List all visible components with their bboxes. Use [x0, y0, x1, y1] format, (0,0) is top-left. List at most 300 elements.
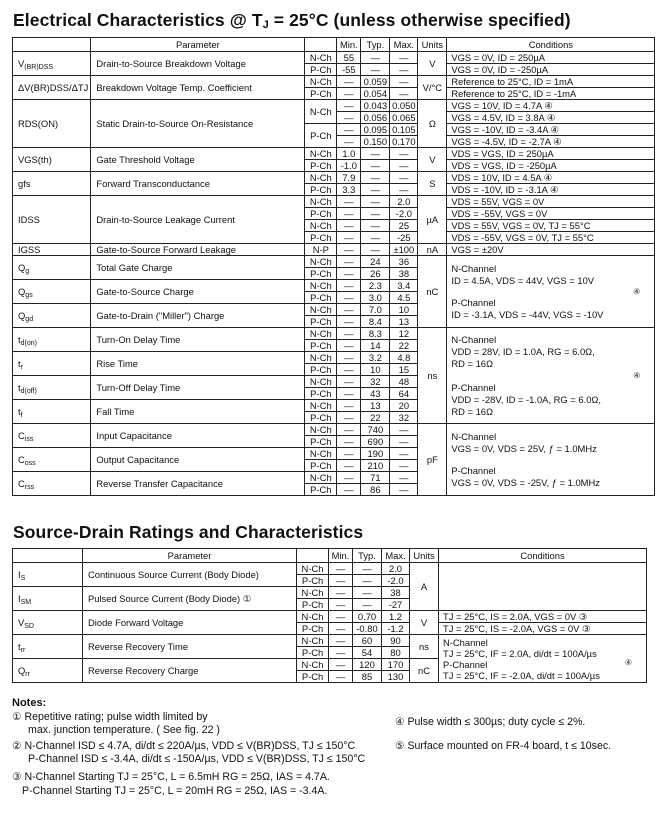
- min-value: —: [337, 136, 361, 148]
- channel: P-Ch: [305, 232, 337, 244]
- typ-value: 0.059: [361, 76, 390, 88]
- table-row: [13, 172, 655, 184]
- condition: VGS = -4.5V, ID = -2.7A ④: [447, 136, 655, 148]
- typ-value: 0.054: [361, 88, 390, 100]
- header-max: Max.: [390, 38, 418, 52]
- max-value: 22: [390, 340, 418, 352]
- condition: VDS = 55V, VGS = 0V: [447, 196, 655, 208]
- note-3: ③ N-Channel Starting TJ = 25°C, L = 6.5mH RG = 25Ω, IAS = 4.7A.: [12, 771, 330, 783]
- table-row: [13, 196, 655, 208]
- max-value: 12: [390, 328, 418, 340]
- max-value: —: [390, 148, 418, 160]
- typ-value: —: [361, 64, 390, 76]
- typ-value: —: [361, 184, 390, 196]
- max-value: 1.2: [382, 611, 410, 623]
- header-min: Min.: [337, 38, 361, 52]
- parameter-name: Drain-to-Source Leakage Current: [91, 196, 305, 244]
- max-value: —: [390, 424, 418, 436]
- header-conditions: Conditions: [447, 38, 655, 52]
- channel: N-Ch: [297, 611, 329, 623]
- channel: P-Ch: [305, 124, 337, 148]
- units: S: [418, 172, 447, 196]
- units: nA: [418, 244, 447, 256]
- channel: N-Ch: [305, 220, 337, 232]
- max-value: —: [390, 172, 418, 184]
- condition: TJ = 25°C, IS = -2.0A, VGS = 0V ③: [439, 623, 647, 635]
- channel: N-Ch: [305, 376, 337, 388]
- min-value: —: [337, 112, 361, 124]
- header-channel: [305, 38, 337, 52]
- max-value: 4.8: [390, 352, 418, 364]
- units: V: [418, 52, 447, 76]
- typ-value: 210: [361, 460, 390, 472]
- max-value: -27: [382, 599, 410, 611]
- typ-value: 0.70: [353, 611, 382, 623]
- units: µA: [418, 196, 447, 244]
- table-row: [13, 148, 655, 160]
- n-channel-label: N-Channel: [451, 333, 497, 345]
- n-channel-label: N-Channel: [451, 262, 497, 274]
- typ-value: 0.150: [361, 136, 390, 148]
- header-units: Units: [410, 549, 439, 563]
- condition: Reference to 25°C, ID = 1mA: [447, 76, 655, 88]
- header-blank: [13, 38, 91, 52]
- channel: N-Ch: [305, 352, 337, 364]
- max-value: —: [390, 460, 418, 472]
- channel: P-Ch: [305, 340, 337, 352]
- parameter-symbol: $Q_{rr}$: [13, 659, 83, 683]
- parameter-symbol: gfs: [13, 172, 91, 196]
- parameter-symbol: $I_S$: [13, 563, 83, 587]
- channel: N-Ch: [305, 472, 337, 484]
- n-channel-label: N-Channel: [451, 430, 497, 442]
- channel: N-P: [305, 244, 337, 256]
- min-value: —: [329, 575, 353, 587]
- min-value: 1.0: [337, 148, 361, 160]
- min-value: —: [337, 448, 361, 460]
- channel: P-Ch: [305, 460, 337, 472]
- condition-block: [447, 328, 655, 424]
- parameter-name: Gate Threshold Voltage: [91, 148, 305, 172]
- typ-value: —: [353, 575, 382, 587]
- min-value: -1.0: [337, 160, 361, 172]
- channel: N-Ch: [305, 280, 337, 292]
- parameter-name: Diode Forward Voltage: [83, 611, 297, 635]
- min-value: —: [337, 88, 361, 100]
- typ-value: 54: [353, 647, 382, 659]
- footnote-marker: ④: [633, 287, 641, 296]
- max-value: 20: [390, 400, 418, 412]
- parameter-symbol: $C_{iss}$: [13, 424, 91, 448]
- n-channel-label: N-Channel: [443, 636, 488, 648]
- parameter-symbol: $C_{oss}$: [13, 448, 91, 472]
- units: ns: [410, 635, 439, 659]
- condition: TJ = 25°C, IS = 2.0A, VGS = 0V ③: [439, 611, 647, 623]
- n-channel-condition: TJ = 25°C, IF = 2.0A, di/dt = 100A/µs: [443, 647, 597, 659]
- parameter-symbol: $V_{(BR)DSS}$: [13, 52, 91, 76]
- typ-value: 86: [361, 484, 390, 496]
- max-value: 170: [382, 659, 410, 671]
- min-value: —: [337, 400, 361, 412]
- typ-value: —: [361, 148, 390, 160]
- note-5: ⑤ Surface mounted on FR-4 board, t ≤ 10sec.: [395, 740, 612, 752]
- p-channel-condition: VDD = -28V, ID = -1.0A, RG = 6.0Ω,: [451, 393, 602, 405]
- min-value: —: [329, 659, 353, 671]
- p-channel-condition: ID = -3.1A, VDS = -44V, VGS = -10V: [451, 308, 604, 320]
- channel: P-Ch: [297, 575, 329, 587]
- condition: VGS = 10V, ID = 4.7A ④: [447, 100, 655, 112]
- condition: VDS = 55V, VGS = 0V, TJ = 55°C: [447, 220, 655, 232]
- max-value: —: [390, 160, 418, 172]
- min-value: —: [329, 599, 353, 611]
- parameter-name: Breakdown Voltage Temp. Coefficient: [91, 76, 305, 100]
- channel: N-Ch: [297, 659, 329, 671]
- channel: N-Ch: [305, 100, 337, 124]
- header-typ: Typ.: [353, 549, 382, 563]
- typ-value: 71: [361, 472, 390, 484]
- table-row: [13, 424, 655, 436]
- header-parameter: Parameter: [83, 549, 297, 563]
- table-row: [13, 563, 647, 575]
- min-value: —: [337, 100, 361, 112]
- header-blank: [13, 549, 83, 563]
- channel: P-Ch: [305, 484, 337, 496]
- channel: N-Ch: [297, 563, 329, 575]
- header-conditions: Conditions: [439, 549, 647, 563]
- header-typ: Typ.: [361, 38, 390, 52]
- parameter-name: Pulsed Source Current (Body Diode) ①: [83, 587, 297, 611]
- typ-value: 85: [353, 671, 382, 683]
- units: A: [410, 563, 439, 611]
- parameter-name: Input Capacitance: [91, 424, 305, 448]
- typ-value: 60: [353, 635, 382, 647]
- max-value: —: [390, 472, 418, 484]
- units: V/°C: [418, 76, 447, 100]
- channel: P-Ch: [305, 184, 337, 196]
- p-channel-label: P-Channel: [451, 464, 496, 476]
- max-value: 0.050: [390, 100, 418, 112]
- typ-value: 0.043: [361, 100, 390, 112]
- channel: N-Ch: [305, 256, 337, 268]
- parameter-name: Output Capacitance: [91, 448, 305, 472]
- channel: N-Ch: [305, 424, 337, 436]
- table-row: [13, 635, 647, 647]
- condition: VDS = VGS, ID = -250µA: [447, 160, 655, 172]
- typ-value: 0.095: [361, 124, 390, 136]
- note-4: ④ Pulse width ≤ 300µs; duty cycle ≤ 2%.: [395, 716, 586, 728]
- typ-value: 3.2: [361, 352, 390, 364]
- n-channel-condition: ID = 4.5A, VDS = 44V, VGS = 10V: [451, 274, 595, 286]
- parameter-name: Gate-to-Drain ("Miller") Charge: [91, 304, 305, 328]
- source-drain-title: Source-Drain Ratings and Characteristics: [13, 522, 364, 542]
- max-value: —: [390, 88, 418, 100]
- table-header-row: [13, 549, 647, 563]
- typ-value: —: [353, 599, 382, 611]
- min-value: —: [337, 328, 361, 340]
- parameter-name: Fall Time: [91, 400, 305, 424]
- channel: P-Ch: [305, 412, 337, 424]
- footnote-marker: ④: [624, 658, 632, 667]
- typ-value: 8.4: [361, 316, 390, 328]
- max-value: ±100: [390, 244, 418, 256]
- typ-value: —: [361, 196, 390, 208]
- footnote-marker: ④: [633, 371, 641, 380]
- min-value: —: [329, 647, 353, 659]
- condition: VGS = ±20V: [447, 244, 655, 256]
- table-row: [13, 52, 655, 64]
- channel: N-Ch: [297, 635, 329, 647]
- min-value: —: [337, 256, 361, 268]
- condition: VDS = -10V, ID = -3.1A ④: [447, 184, 655, 196]
- parameter-name: Static Drain-to-Source On-Resistance: [91, 100, 305, 148]
- electrical-characteristics-title: Electrical Characteristics @ $T_J = 25^\circ C$ (unless otherwise specified): [13, 10, 571, 31]
- min-value: —: [337, 244, 361, 256]
- parameter-symbol: $I_{SM}$: [13, 587, 83, 611]
- typ-value: 7.0: [361, 304, 390, 316]
- notes-header: Notes:: [12, 697, 47, 709]
- min-value: —: [337, 340, 361, 352]
- typ-value: —: [353, 587, 382, 599]
- min-value: —: [337, 364, 361, 376]
- channel: P-Ch: [297, 671, 329, 683]
- max-value: —: [390, 436, 418, 448]
- max-value: 64: [390, 388, 418, 400]
- typ-value: 2.3: [361, 280, 390, 292]
- header-parameter: Parameter: [91, 38, 305, 52]
- typ-value: 690: [361, 436, 390, 448]
- units: pF: [418, 424, 447, 496]
- channel: P-Ch: [305, 268, 337, 280]
- p-channel-condition: VGS = 0V, VDS = -25V, ƒ = 1.0MHz: [451, 476, 600, 488]
- parameter-name: Reverse Recovery Charge: [83, 659, 297, 683]
- channel: N-Ch: [305, 52, 337, 64]
- typ-value: 0.056: [361, 112, 390, 124]
- channel: N-Ch: [297, 587, 329, 599]
- min-value: —: [337, 292, 361, 304]
- max-value: 3.4: [390, 280, 418, 292]
- channel: N-Ch: [305, 172, 337, 184]
- condition: VDS = -55V, VGS = 0V: [447, 208, 655, 220]
- typ-value: 24: [361, 256, 390, 268]
- table-row: [13, 256, 655, 268]
- parameter-symbol: IDSS: [13, 196, 91, 244]
- channel: P-Ch: [305, 208, 337, 220]
- parameter-name: Reverse Transfer Capacitance: [91, 472, 305, 496]
- typ-value: 26: [361, 268, 390, 280]
- condition-empty: [439, 563, 647, 611]
- channel: N-Ch: [305, 448, 337, 460]
- min-value: —: [337, 436, 361, 448]
- min-value: —: [329, 671, 353, 683]
- max-value: 15: [390, 364, 418, 376]
- min-value: —: [337, 196, 361, 208]
- typ-value: 32: [361, 376, 390, 388]
- max-value: -2.0: [390, 208, 418, 220]
- max-value: 2.0: [390, 196, 418, 208]
- table-row: [13, 328, 655, 340]
- table-row: [13, 244, 655, 256]
- parameter-symbol: $t_f$: [13, 400, 91, 424]
- condition: VDS = 10V, ID = 4.5A ④: [447, 172, 655, 184]
- min-value: 3.3: [337, 184, 361, 196]
- parameter-symbol: $t_{d(on)}$: [13, 328, 91, 352]
- parameter-symbol: ΔV(BR)DSS/ΔTJ: [13, 76, 91, 100]
- channel: N-Ch: [305, 76, 337, 88]
- units: nC: [410, 659, 439, 683]
- condition-block: [447, 424, 655, 496]
- typ-value: —: [361, 172, 390, 184]
- channel: N-Ch: [305, 304, 337, 316]
- min-value: —: [337, 352, 361, 364]
- p-channel-condition: TJ = 25°C, IF = -2.0A, di/dt = 100A/µs: [443, 669, 600, 681]
- max-value: —: [390, 52, 418, 64]
- table-row: [13, 100, 655, 112]
- header-units: Units: [418, 38, 447, 52]
- typ-value: —: [361, 208, 390, 220]
- p-channel-condition-2: RD = 16Ω: [451, 405, 494, 417]
- condition: Reference to 25°C, ID = -1mA: [447, 88, 655, 100]
- note-1: ① Repetitive rating; pulse width limited by: [12, 711, 208, 723]
- min-value: —: [337, 304, 361, 316]
- typ-value: 3.0: [361, 292, 390, 304]
- channel: P-Ch: [297, 599, 329, 611]
- max-value: —: [390, 184, 418, 196]
- typ-value: 22: [361, 412, 390, 424]
- max-value: 10: [390, 304, 418, 316]
- condition: VGS = 0V, ID = 250µA: [447, 52, 655, 64]
- typ-value: 10: [361, 364, 390, 376]
- max-value: 4.5: [390, 292, 418, 304]
- parameter-symbol: $C_{rss}$: [13, 472, 91, 496]
- channel: P-Ch: [305, 88, 337, 100]
- typ-value: 43: [361, 388, 390, 400]
- units: ns: [418, 328, 447, 424]
- min-value: —: [337, 460, 361, 472]
- parameter-name: Rise Time: [91, 352, 305, 376]
- note-2: ② N-Channel ISD ≤ 4.7A, di/dt ≤ 220A/µs, VDD ≤ V(BR)DSS, TJ ≤ 150°C: [12, 740, 356, 752]
- parameter-symbol: $t_r$: [13, 352, 91, 376]
- min-value: —: [329, 611, 353, 623]
- typ-value: 13: [361, 400, 390, 412]
- header-max: Max.: [382, 549, 410, 563]
- parameter-name: Reverse Recovery Time: [83, 635, 297, 659]
- max-value: 2.0: [382, 563, 410, 575]
- max-value: —: [390, 448, 418, 460]
- table-header-row: [13, 38, 655, 52]
- p-channel-label: P-Channel: [451, 381, 496, 393]
- condition: VDS = VGS, ID = 250µA: [447, 148, 655, 160]
- max-value: 13: [390, 316, 418, 328]
- channel: P-Ch: [297, 647, 329, 659]
- channel: N-Ch: [305, 148, 337, 160]
- p-channel-label: P-Channel: [451, 296, 496, 308]
- channel: P-Ch: [305, 388, 337, 400]
- parameter-name: Total Gate Charge: [91, 256, 305, 280]
- max-value: 130: [382, 671, 410, 683]
- min-value: —: [337, 280, 361, 292]
- condition: VGS = 0V, ID = -250µA: [447, 64, 655, 76]
- min-value: —: [337, 484, 361, 496]
- units: nC: [418, 256, 447, 328]
- table-row: [13, 76, 655, 88]
- min-value: 55: [337, 52, 361, 64]
- channel: P-Ch: [305, 436, 337, 448]
- max-value: 48: [390, 376, 418, 388]
- min-value: —: [337, 388, 361, 400]
- condition-block: [447, 256, 655, 328]
- channel: N-Ch: [305, 328, 337, 340]
- max-value: 0.105: [390, 124, 418, 136]
- min-value: —: [329, 587, 353, 599]
- units: V: [418, 148, 447, 172]
- min-value: —: [337, 208, 361, 220]
- table-row: [13, 611, 647, 623]
- max-value: 0.170: [390, 136, 418, 148]
- p-channel-label: P-Channel: [443, 658, 488, 670]
- typ-value: -0.80: [353, 623, 382, 635]
- condition-block: [439, 635, 647, 683]
- condition: VGS = -10V, ID = -3.4A ④: [447, 124, 655, 136]
- typ-value: —: [353, 563, 382, 575]
- units: V: [410, 611, 439, 635]
- max-value: —: [390, 484, 418, 496]
- max-value: 38: [390, 268, 418, 280]
- min-value: —: [329, 635, 353, 647]
- typ-value: —: [361, 52, 390, 64]
- max-value: —: [390, 76, 418, 88]
- n-channel-condition-2: RD = 16Ω: [451, 357, 494, 369]
- electrical-characteristics-table: [12, 37, 655, 496]
- min-value: 7.9: [337, 172, 361, 184]
- min-value: —: [329, 563, 353, 575]
- typ-value: —: [361, 244, 390, 256]
- units: Ω: [418, 100, 447, 148]
- parameter-name: Turn-Off Delay Time: [91, 376, 305, 400]
- parameter-symbol: VGS(th): [13, 148, 91, 172]
- condition: VDS = -55V, VGS = 0V, TJ = 55°C: [447, 232, 655, 244]
- note-1-cont: max. junction temperature. ( See fig. 22 ): [28, 724, 220, 736]
- min-value: —: [337, 268, 361, 280]
- channel: N-Ch: [305, 196, 337, 208]
- header-min: Min.: [329, 549, 353, 563]
- parameter-symbol: $t_{rr}$: [13, 635, 83, 659]
- typ-value: —: [361, 232, 390, 244]
- channel: P-Ch: [305, 160, 337, 172]
- n-channel-condition: VGS = 0V, VDS = 25V, ƒ = 1.0MHz: [451, 442, 597, 454]
- header-channel: [297, 549, 329, 563]
- typ-value: —: [361, 160, 390, 172]
- max-value: -1.2: [382, 623, 410, 635]
- typ-value: —: [361, 220, 390, 232]
- min-value: -55: [337, 64, 361, 76]
- parameter-name: Turn-On Delay Time: [91, 328, 305, 352]
- channel: N-Ch: [305, 400, 337, 412]
- max-value: -2.0: [382, 575, 410, 587]
- max-value: 36: [390, 256, 418, 268]
- min-value: —: [337, 412, 361, 424]
- channel: P-Ch: [305, 364, 337, 376]
- min-value: —: [337, 220, 361, 232]
- parameter-name: Forward Transconductance: [91, 172, 305, 196]
- max-value: —: [390, 64, 418, 76]
- min-value: —: [329, 623, 353, 635]
- source-drain-table: [12, 548, 647, 683]
- parameter-name: Gate-to-Source Charge: [91, 280, 305, 304]
- parameter-name: Continuous Source Current (Body Diode): [83, 563, 297, 587]
- max-value: 32: [390, 412, 418, 424]
- typ-value: 740: [361, 424, 390, 436]
- typ-value: 8.3: [361, 328, 390, 340]
